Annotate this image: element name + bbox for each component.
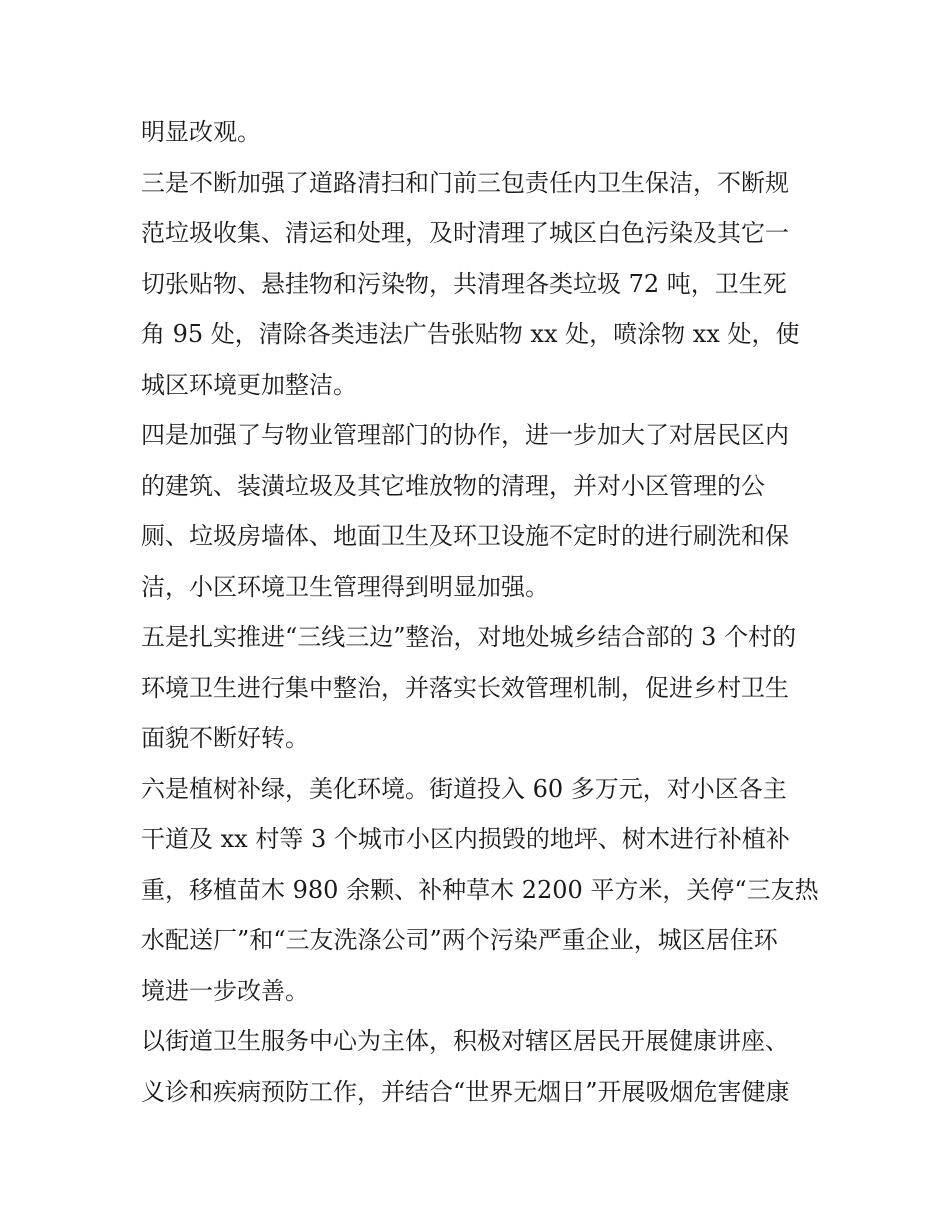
text-line: 环境卫生进行集中整治，并落实长效管理机制，促进乡村卫生 [141, 673, 789, 702]
text-line: 切张贴物、悬挂物和污染物，共清理各类垃圾 72 吨，卫生死 [141, 269, 787, 298]
text-line: 六是植树补绿，美化环境。街道投入 60 多万元，对小区各主 [141, 774, 787, 803]
text-line: 面貌不断好转。 [141, 724, 309, 752]
text-line: 境进一步改善。 [141, 976, 309, 1005]
text-line: 范垃圾收集、清运和处理，及时清理了城区白色污染及其它一 [141, 219, 789, 247]
text-line: 义诊和疾病预防工作，并结合“世界无烟日”开展吸烟危害健康 [141, 1077, 790, 1106]
text-line: 以街道卫生服务中心为主体，积极对辖区居民开展健康讲座、 [141, 1027, 789, 1055]
text-line: 干道及 xx 村等 3 个城市小区内损毁的地坪、树木进行补植补 [141, 825, 790, 853]
text-line: 四是加强了与物业管理部门的协作，进一步加大了对居民区内 [141, 421, 789, 449]
document-body [141, 107, 821, 1117]
text-line: 水配送厂”和“三友洗涤公司”两个污染严重企业，城区居住环 [141, 926, 778, 954]
text-line: 五是扎实推进“三线三边”整治，对地处城乡结合部的 3 个村的 [141, 623, 797, 651]
text-line: 城区环境更加整洁。 [141, 370, 357, 399]
text-line: 明显改观。 [141, 118, 261, 146]
text-line: 厕、垃圾房墙体、地面卫生及环卫设施不定时的进行刷洗和保 [141, 522, 789, 550]
text-line: 的建筑、装潢垃圾及其它堆放物的清理，并对小区管理的公 [141, 471, 765, 500]
text-line: 三是不断加强了道路清扫和门前三包责任内卫生保洁，不断规 [141, 168, 789, 197]
text-line: 洁，小区环境卫生管理得到明显加强。 [141, 572, 549, 601]
text-line: 角 95 处，清除各类违法广告张贴物 xx 处，喷涂物 xx 处，使 [141, 320, 800, 348]
text-line: 重，移植苗木 980 余颗、补种草木 2200 平方米，关停“三友热 [141, 875, 819, 904]
